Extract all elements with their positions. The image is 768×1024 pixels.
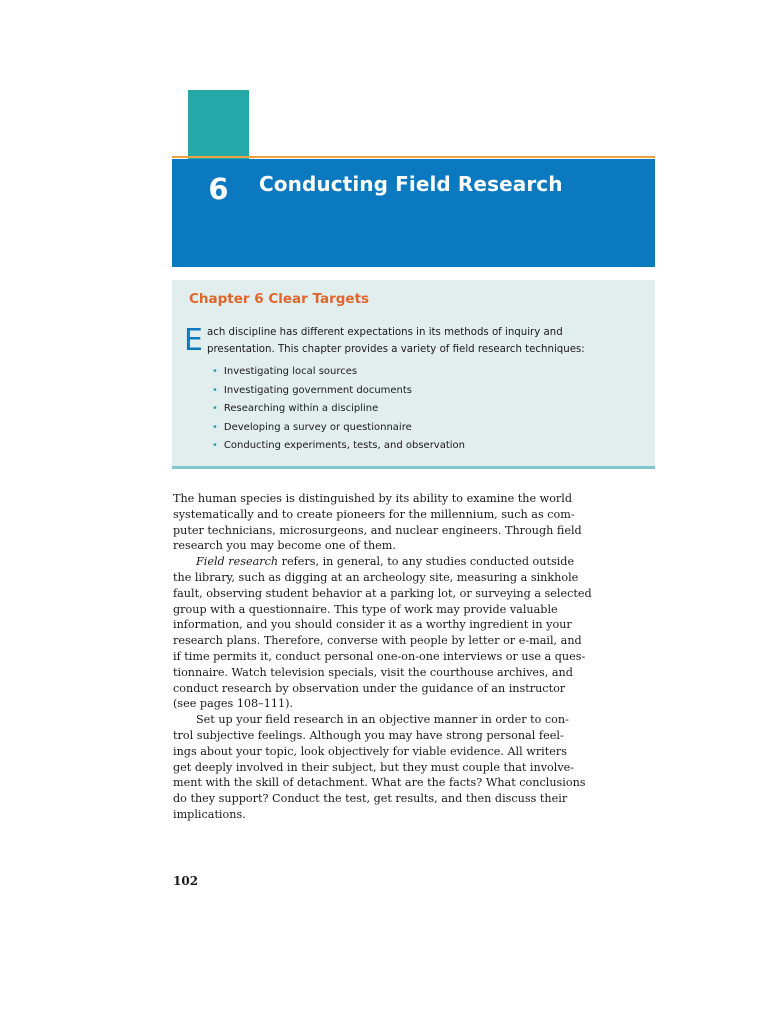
targets-intro-line-1: ach discipline has different expectations in its methods of inquiry and [207,327,563,338]
bullet-icon: • [212,384,218,396]
bullet-icon: • [212,440,218,452]
list-item: • Investigating government documents [212,384,413,396]
body-line: systematically and to create pioneers for the millennium, such as com- [173,507,575,521]
body-line: group with a questionnaire. This type of work may provide valuable [173,602,558,616]
targets-intro-line-2: presentation. This chapter provides a variety of field research techniques: [207,344,585,355]
list-item: • Researching within a discipline [212,403,379,415]
bullet-icon: • [212,366,218,377]
bullet-icon: • [212,421,218,433]
clear-targets-heading: Chapter 6 Clear Targets [189,291,370,307]
body-line: Field research refers, in general, to any studies conducted outside [196,555,575,569]
body-text [173,491,592,823]
body-line: The human species is distinguished by its ability to examine the world [173,492,573,505]
body-line: research you may become one of them. [173,539,396,553]
body-line: conduct research by observation under the guidance of an instructor [173,681,566,695]
body-line: do they support? Conduct the test, get results, and then discuss their [173,792,568,806]
body-line: information, and you should consider it as a worthy ingredient in your [173,618,572,632]
header-rule [172,156,655,158]
body-line: tionnaire. Watch television specials, visit the courthouse archives, and [173,665,573,679]
bullet-icon: • [212,403,218,415]
chapter-title: Conducting Field Research [259,172,563,196]
clear-targets-rule [172,466,655,469]
clear-targets-list [212,363,465,456]
page-number: 102 [173,874,199,888]
list-item: • Developing a survey or questionnaire [212,421,412,433]
drop-cap: E [184,323,203,358]
chapter-number: 6 [208,171,229,206]
body-line: Set up your field research in an objective manner in order to con- [196,713,569,727]
list-item: • Investigating local sources [212,366,358,377]
term-field-research: Field research [196,555,279,569]
body-line: get deeply involved in their subject, but they must couple that involve- [173,760,575,774]
body-line: research plans. Therefore, converse with people by letter or e-mail, and [173,634,582,648]
body-line: the library, such as digging at an archeology site, measuring a sinkhole [173,570,579,584]
list-item: • Conducting experiments, tests, and observation [212,440,465,452]
body-line: trol subjective feelings. Although you may have strong personal feel- [173,728,564,742]
body-line: ings about your topic, look objectively for viable evidence. All writers [173,744,567,758]
body-line: puter technicians, microsurgeons, and nuclear engineers. Through field [173,523,582,537]
body-line: (see pages 108–111). [173,697,294,711]
body-line: if time permits it, conduct personal one-on-one interviews or use a ques- [173,649,586,663]
body-line: fault, observing student behavior at a parking lot, or surveying a selected [173,586,592,600]
body-line: ment with the skill of detachment. What are the facts? What conclusions [173,776,586,790]
body-line: implications. [173,807,246,821]
